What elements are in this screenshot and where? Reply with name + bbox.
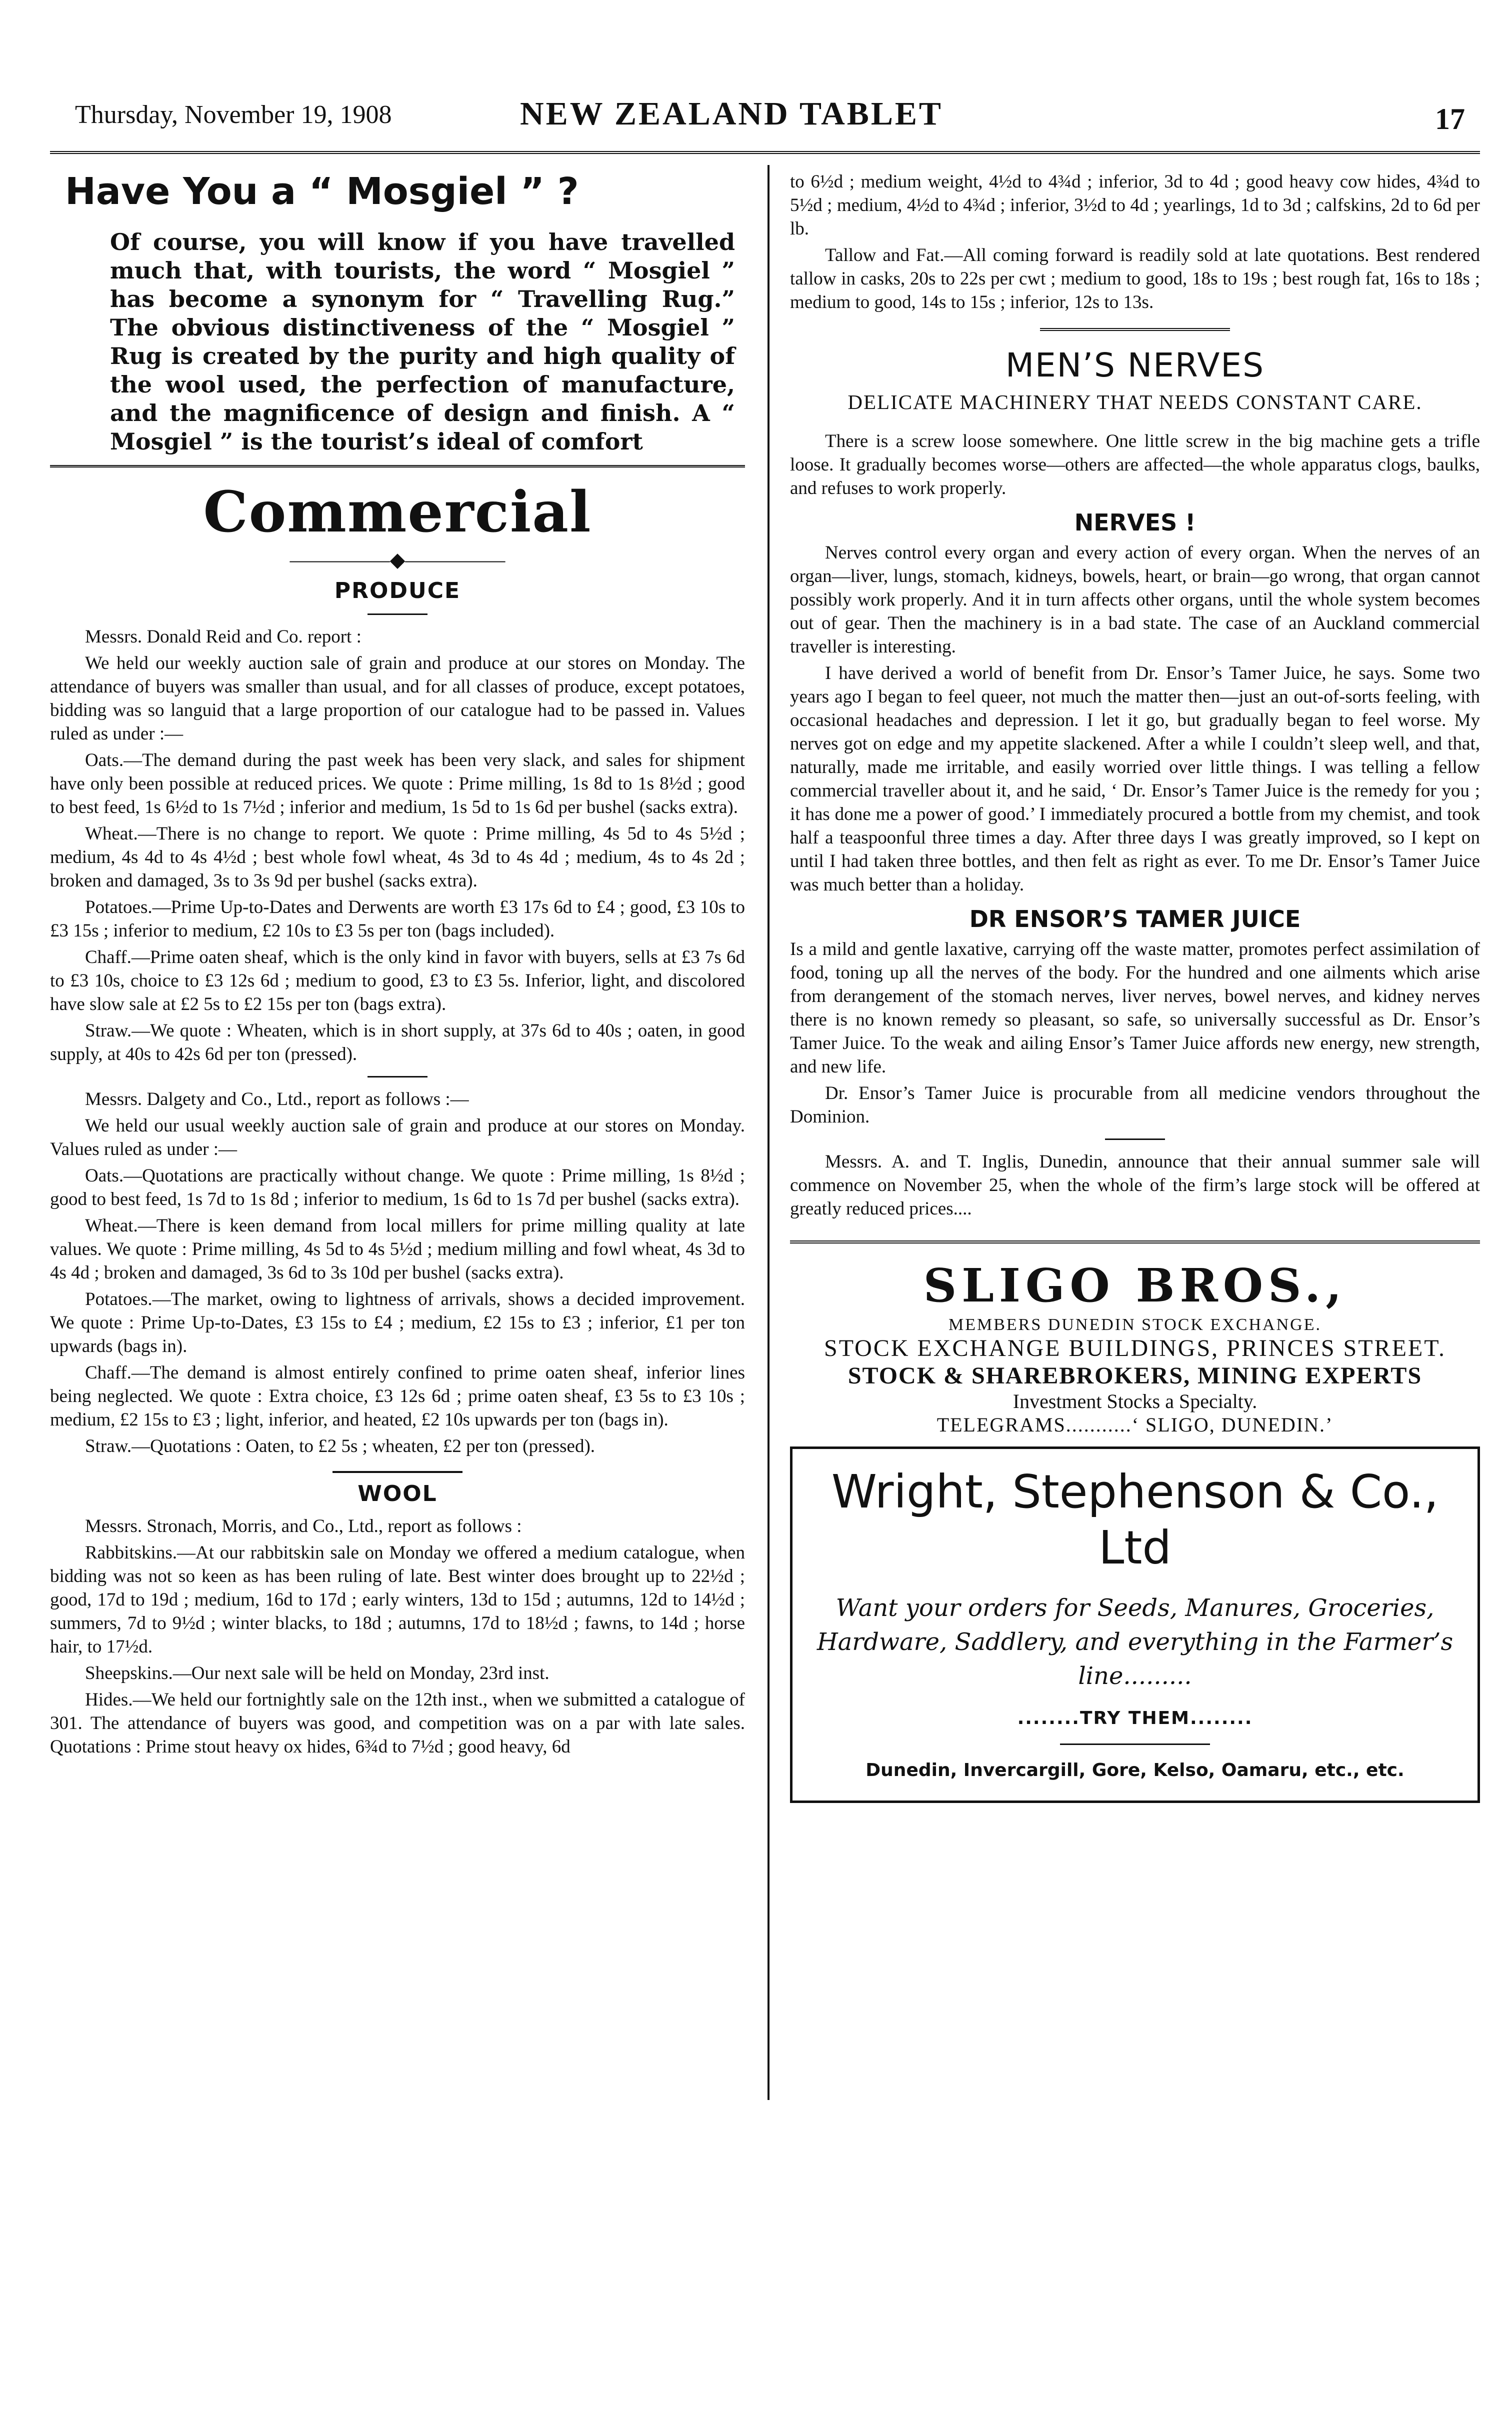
commercial-title: Commercial: [203, 480, 592, 545]
wright-body: Want your orders for Seeds, Manures, Groceries, Hardware, Saddlery, and everything in the Farmer’s line.........: [816, 1594, 1454, 1690]
sligo-line: TELEGRAMS...........‘ SLIGO, DUNEDIN.’: [936, 1414, 1334, 1436]
section-rule: [50, 465, 745, 468]
ornament-divider: ―――――◆―――――: [290, 548, 506, 571]
short-rule: [1105, 1138, 1165, 1140]
wool-paragraph: Sheepskins.—Our next sale will be held on Monday, 23rd inst.: [85, 1663, 550, 1684]
masthead-title: NEW ZEALAND TABLET: [520, 96, 943, 132]
left-column: [50, 170, 745, 1762]
reid-paragraph: Chaff.—Prime oaten sheaf, which is the only kind in favor with buyers, sells at £3 7s 6d to £3 10s, choice to £3 12s 6d ; medium to good, £3 to £3 5s. Inferior, light, and discolored have slow sale at £2 5s to £2 15s per ton (bags extra).: [50, 947, 745, 1014]
dalgety-paragraph: Chaff.—The demand is almost entirely confined to prime oaten sheaf, inferior lines being neglected. We quote : Extra choice, £3 12s 6d ; prime oaten sheaf, £3 5s to £3 10s ; medium, £2 15s to £3 ; light, inferior, and heated, £2 10s upwards per ton (bags in).: [50, 1362, 745, 1430]
sligo-line: MEMBERS DUNEDIN STOCK EXCHANGE.: [948, 1316, 1322, 1334]
nerves-heading: NERVES !: [1074, 509, 1196, 536]
reid-paragraph: Messrs. Donald Reid and Co. report :: [85, 626, 362, 647]
mosgiel-heading: Have You a “ Mosgiel ” ?: [65, 170, 579, 213]
sligo-advert: [790, 1240, 1480, 1436]
dalgety-paragraph: Oats.—Quotations are practically without change. We quote : Prime milling, 1s 8½d ; good to best feed, 1s 7d to 1s 8d ; inferior to medium, 1s 6d to 1s 7d per bushel (sacks extra).: [50, 1166, 745, 1210]
dalgety-paragraph: Messrs. Dalgety and Co., Ltd., report as follows :—: [85, 1089, 469, 1110]
section-rule: [332, 1471, 462, 1473]
dalgety-paragraph: We held our usual weekly auction sale of grain and produce at our stores on Monday. Values ruled as under :—: [50, 1116, 745, 1160]
sligo-name: SLIGO BROS.,: [923, 1258, 1347, 1312]
tamer-paragraph: Dr. Ensor’s Tamer Juice is procurable from all medicine vendors throughout the Dominion.: [790, 1083, 1480, 1127]
dalgety-paragraph: Straw.—Quotations : Oaten, to £2 5s ; wheaten, £2 per ton (pressed).: [85, 1436, 596, 1456]
wool-paragraph: Hides.—We held our fortnightly sale on the 12th inst., when we submitted a catalogue of 301. The attendance of buyers was good, and competition was on a par with late sales. Quotations : Prime stout heavy ox hides, 6¾d to 7½d ; good heavy, 6d: [50, 1690, 745, 1757]
page-number: 17: [1435, 102, 1465, 136]
mens-nerves-subheading: DELICATE MACHINERY THAT NEEDS CONSTANT CARE.: [848, 390, 1422, 414]
mens-nerves-heading: MEN’S NERVES: [1006, 346, 1264, 384]
reid-paragraph: Potatoes.—Prime Up-to-Dates and Derwents are worth £3 17s 6d to £4 ; good, £3 10s to £3 15s ; inferior to medium, £2 10s to £3 5s per ton (bags included).: [50, 897, 745, 941]
right-column: [790, 170, 1480, 1803]
section-rule: [1040, 328, 1230, 331]
reid-paragraph: Wheat.—There is no change to report. We quote : Prime milling, 4s 5d to 4s 5½d ; medium, 4s 4d to 4s 4½d ; best whole fowl wheat, 4s 3d to 4s 4d ; medium, 4s to 4s 2d ; broken and damaged, 3s to 3s 9d per bushel (sacks extra).: [50, 824, 745, 891]
masthead: [40, 95, 1480, 155]
wool-paragraph: Messrs. Stronach, Morris, and Co., Ltd., report as follows :: [85, 1516, 522, 1536]
wright-places: Dunedin, Invercargill, Gore, Kelso, Oamaru, etc., etc.: [866, 1760, 1404, 1780]
wright-try-them: ........TRY THEM........: [1017, 1708, 1253, 1728]
dalgety-paragraph: Potatoes.—The market, owing to lightness of arrivals, shows a decided improvement. We quote : Prime Up-to-Dates, £3 15s to £4 ; medium, £2 15s to £3 ; inferior, £1 per ton upwards (bags in).: [50, 1289, 745, 1356]
reid-paragraph: We held our weekly auction sale of grain and produce at our stores on Monday. The attendance of buyers was smaller than usual, and for all classes of produce, except potatoes, bidding was so languid that a large proportion of our catalogue had to be passed in. Values ruled as under :—: [50, 653, 745, 744]
wool-continued: to 6½d ; medium weight, 4½d to 4¾d ; inferior, 3d to 4d ; good heavy cow hides, 4¾d to 5½d ; medium, 4½d to 4¾d ; inferior, 3½d to 4d ; yearlings, 1d to 3d ; calfskins, 2d to 6d per lb.: [790, 172, 1480, 239]
tamer-paragraph: Is a mild and gentle laxative, carrying off the waste matter, promotes perfect assimilation of food, toning up all the nerves of the body. For the hundred and one ailments which arise from derangement of the stomach nerves, liver nerves, bowel nerves, and kidney nerves there is no known remedy so pleasant, so safe, so universally successful as Dr. Ensor’s Tamer Juice. To the weak and ailing Ensor’s Tamer Juice affords new energy, new strength, and new life.: [790, 939, 1480, 1077]
mosgiel-body: Of course, you will know if you have travelled much that, with tourists, the word “ Mosgiel ” has become a synonym for “ Travelling Rug.” The obvious distinctiveness of the “ Mosgiel ” Rug is created by the purity and high quality of the wool used, the perfection of manufacture, and the magnificence of design and finish. A “ Mosgiel ” is the tourist’s ideal of comfort: [110, 228, 735, 455]
mosgiel-advert: [50, 170, 745, 456]
sligo-line: STOCK & SHAREBROKERS, MINING EXPERTS: [848, 1362, 1422, 1389]
mens-nerves-intro: There is a screw loose somewhere. One little screw in the big machine gets a trifle loose. It gradually becomes worse—others are affected—the whole apparatus clogs, baulks, and refuses to work properly.: [790, 431, 1480, 498]
short-rule: [368, 614, 428, 615]
wright-name: Wright, Stephenson & Co.,: [831, 1465, 1439, 1518]
short-rule: [368, 1076, 428, 1078]
newspaper-page: [40, 0, 1480, 2425]
dalgety-paragraph: Wheat.—There is keen demand from local millers for prime milling quality at late values. We quote : Prime milling, 4s 5d to 4s 5½d ; medium milling and fowl wheat, 4s 3d to 4s 4d ; broken and damaged, 3s 6d to 3s 10d per bushel (sacks extra).: [50, 1216, 745, 1283]
nerves-paragraph: Nerves control every organ and every action of every organ. When the nerves of an organ—liver, lungs, stomach, kidneys, bowels, heart, or brain—go wrong, that organ cannot possibly work properly. And it in turn affects other organs, until the whole system becomes out of gear. Then the machinery is in a bad state. The case of an Auckland commercial traveller is interesting.: [790, 542, 1480, 657]
reid-paragraph: Straw.—We quote : Wheaten, which is in short supply, at 37s 6d to 40s ; oaten, in good supply, at 40s to 42s 6d per ton (pressed).: [50, 1020, 745, 1064]
masthead-rule: [50, 151, 1480, 154]
sligo-line: STOCK EXCHANGE BUILDINGS, PRINCES STREET.: [824, 1335, 1446, 1362]
wool-heading: WOOL: [358, 1481, 438, 1506]
masthead-date: Thursday, November 19, 1908: [75, 100, 392, 129]
reid-paragraph: Oats.—The demand during the past week has been very slack, and sales for shipment have only been possible at reduced prices. We quote : Prime milling, 1s 8d to 1s 8½d ; good to best feed, 1s 6½d to 1s 7½d ; inferior and medium, 1s 5d to 1s 6d per bushel (sacks extra).: [50, 750, 745, 818]
wright-stephenson-advert: [790, 1446, 1480, 1803]
produce-heading: PRODUCE: [334, 578, 461, 604]
inglis-notice: Messrs. A. and T. Inglis, Dunedin, announce that their annual summer sale will commence on November 25, when the whole of the firm’s large stock will be offered at greatly reduced prices....: [790, 1152, 1480, 1219]
wright-name-ltd: Ltd: [1098, 1521, 1172, 1574]
column-divider: [768, 165, 770, 2100]
wool-continued: Tallow and Fat.—All coming forward is readily sold at late quotations. Best rendered tallow in casks, 20s to 22s per cwt ; medium to good, 18s to 19s ; best rough fat, 16s to 18s ; medium to good, 14s to 15s ; inferior, 12s to 13s.: [790, 245, 1480, 312]
wool-paragraph: Rabbitskins.—At our rabbitskin sale on Monday we offered a medium catalogue, when bidding was not so keen as has been ruling of late. Best winter does brought up to 22½d ; good, 17d to 19d ; medium, 16d to 17d ; early winters, 13d to 15d ; autumns, 12d to 14½d ; summers, 7d to 9½d ; winter blacks, to 18d ; autumns, 17d to 18½d ; fawns, to 14d ; horse hair, to 17½d.: [50, 1542, 745, 1657]
tamer-juice-heading: DR ENSOR’S TAMER JUICE: [969, 906, 1301, 932]
nerves-paragraph: I have derived a world of benefit from Dr. Ensor’s Tamer Juice, he says. Some two years ago I began to feel queer, not much the matter then—just an out-of-sorts feeling, with occasional headaches and depression. I let it go, but gradually began to feel worse. My nerves got on edge and my appetite slackened. After a while I couldn’t sleep well, and that, naturally, made me irritable, and easily worried over little things. I was telling a fellow commercial traveller about it, and he said, ‘ Dr. Ensor’s Tamer Juice is the remedy for you ; it has done me a power of good.’ I immediately procured a bottle from my chemist, and took half a teaspoonful three times a day. After three days I was greatly improved, so I kept on until I had taken three bottles, and then felt as right as ever. To me Dr. Ensor’s Tamer Juice was much better than a holiday.: [790, 663, 1480, 895]
sligo-line: Investment Stocks a Specialty.: [1012, 1390, 1258, 1412]
short-rule: [1060, 1744, 1210, 1745]
